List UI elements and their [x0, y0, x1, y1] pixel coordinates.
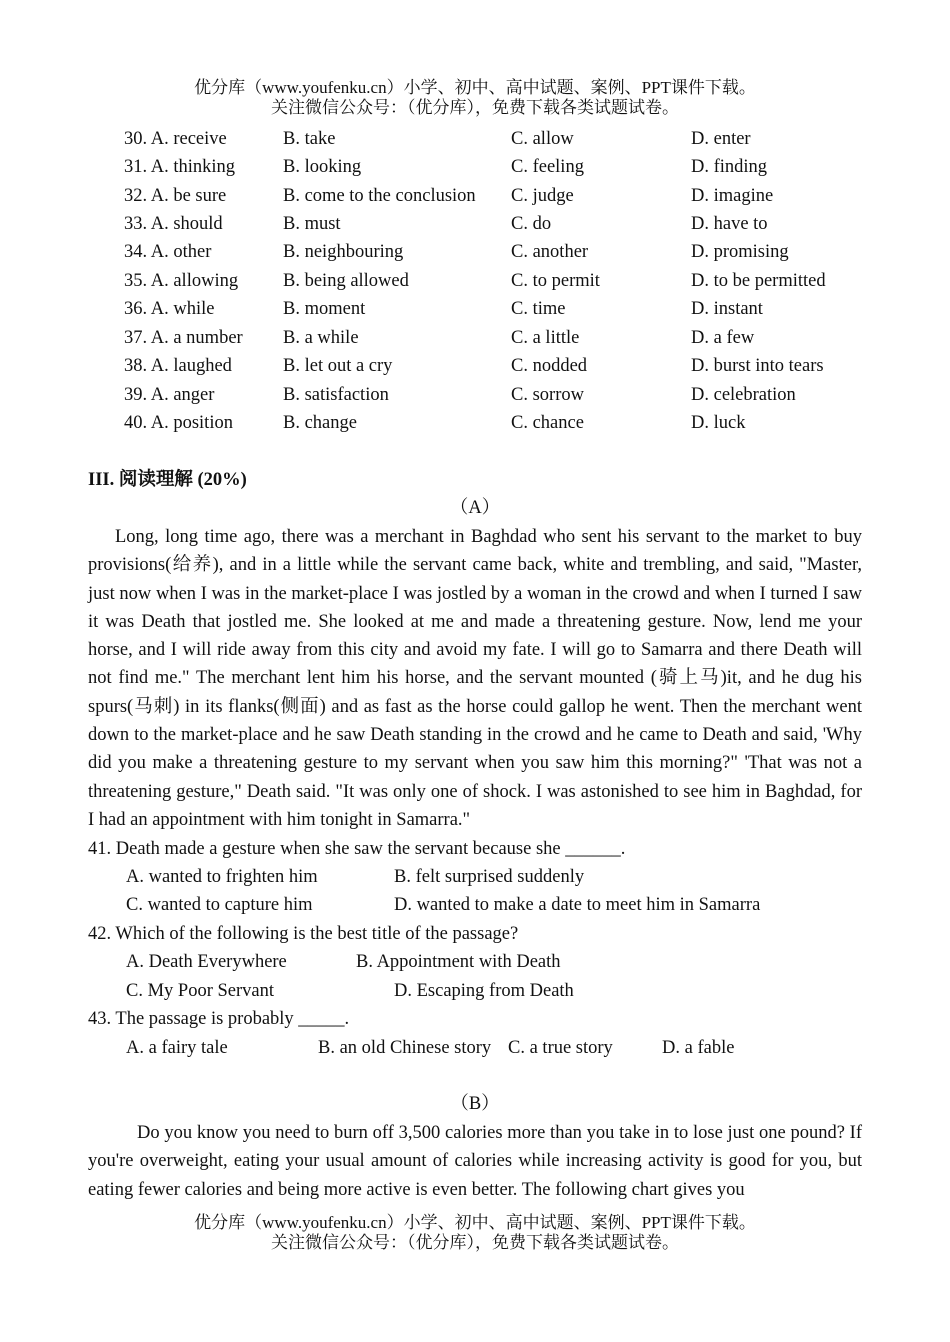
option-b: B. moment — [283, 299, 366, 319]
question-42-option-c: C. My Poor Servant — [126, 981, 274, 1001]
option-b: B. satisfaction — [283, 385, 389, 405]
option-b: B. change — [283, 413, 357, 433]
page-footer-line-2: 关注微信公众号：（优分库），免费下载各类试题试卷。 — [271, 1233, 679, 1252]
option-a: 35. A. allowing — [124, 271, 239, 291]
option-row-31 — [0, 153, 950, 181]
question-42-option-a: A. Death Everywhere — [126, 952, 287, 972]
option-c: C. time — [511, 299, 566, 319]
question-41-stem: 41. Death made a gesture when she saw the servant because she ______. — [88, 839, 626, 859]
option-b: B. neighbouring — [283, 242, 404, 262]
question-43-option-b: B. an old Chinese story — [318, 1038, 492, 1058]
question-43-stem: 43. The passage is probably _____. — [88, 1009, 350, 1029]
option-b: B. looking — [283, 157, 362, 177]
question-43-option-c: C. a true story — [508, 1038, 613, 1058]
option-a: 33. A. should — [124, 214, 223, 234]
option-c: C. chance — [511, 413, 584, 433]
section-title: III. 阅读理解 (20%) — [88, 470, 247, 490]
passage-b-label: （B） — [450, 1094, 500, 1114]
option-b: B. come to the conclusion — [283, 186, 476, 206]
option-a: 32. A. be sure — [124, 186, 227, 206]
option-b: B. being allowed — [283, 271, 409, 291]
option-row-30 — [0, 125, 950, 153]
option-a: 31. A. thinking — [124, 157, 236, 177]
option-row-32 — [0, 182, 950, 210]
option-b: B. must — [283, 214, 341, 234]
option-row-33 — [0, 210, 950, 238]
option-d: D. have to — [691, 214, 768, 234]
option-a: 37. A. a number — [124, 328, 243, 348]
option-b: B. let out a cry — [283, 356, 393, 376]
option-c: C. allow — [511, 129, 574, 149]
option-d: D. promising — [691, 242, 789, 262]
question-41-option-a: A. wanted to frighten him — [126, 867, 318, 887]
option-d: D. luck — [691, 413, 746, 433]
question-42-option-b: B. Appointment with Death — [356, 952, 561, 972]
option-b: B. take — [283, 129, 336, 149]
option-row-38 — [0, 352, 950, 380]
option-a: 34. A. other — [124, 242, 212, 262]
option-d: D. a few — [691, 328, 755, 348]
option-c: C. judge — [511, 186, 574, 206]
option-a: 39. A. anger — [124, 385, 215, 405]
option-d: D. burst into tears — [691, 356, 824, 376]
option-row-40 — [0, 409, 950, 437]
option-c: C. another — [511, 242, 589, 262]
passage-a-text: Long, long time ago, there was a merchant in Baghdad who sent his servant to the market to buy provisions(给养), and in a little while the servant came back, white and trembling, and said, "Master, just now when I was in the market-place I was jostled by a woman in the crowd and when I turned I saw it was Death that jostled me. She looked at me and made a threatening gesture. Now, lend me your horse, and I will ride away from this city and avoid my fate. I will go to Samarra and there Death will not find me." The merchant lent him his horse, and the servant mounted (骑上马)it, and he dug his spurs(马刺) in its flanks(侧面) and as fast as the horse could gallop he went. Then the merchant went down to the market-place and he saw Death standing in the crowd and he came to Death and said, 'Why did you make a threatening gesture to my servant when you saw him this morning?" 'That was not a threatening gesture," Death said. "It was only one of shock. I was astonished to see him in Baghdad, for I had an appointment with him tonight in Samarra." — [88, 527, 862, 830]
option-d: D. celebration — [691, 385, 796, 405]
passage-a-label: （A） — [449, 498, 501, 518]
option-a: 36. A. while — [124, 299, 215, 319]
option-c: C. feeling — [511, 157, 584, 177]
option-a: 30. A. receive — [124, 129, 227, 149]
option-c: C. nodded — [511, 356, 588, 376]
option-c: C. sorrow — [511, 385, 584, 405]
option-d: D. to be permitted — [691, 271, 826, 291]
option-c: C. a little — [511, 328, 580, 348]
option-row-35 — [0, 267, 950, 295]
option-d: D. finding — [691, 157, 768, 177]
option-row-39 — [0, 381, 950, 409]
option-a: 38. A. laughed — [124, 356, 232, 376]
option-row-34 — [0, 238, 950, 266]
option-d: D. instant — [691, 299, 763, 319]
question-41-option-c: C. wanted to capture him — [126, 895, 313, 915]
question-43-option-d: D. a fable — [662, 1038, 735, 1058]
option-row-36 — [0, 295, 950, 323]
question-41-option-d: D. wanted to make a date to meet him in Samarra — [394, 895, 761, 915]
option-row-37 — [0, 324, 950, 352]
question-41-option-b: B. felt surprised suddenly — [394, 867, 585, 887]
option-d: D. imagine — [691, 186, 774, 206]
option-c: C. do — [511, 214, 552, 234]
page-header-line-1: 优分库（www.youfenku.cn）小学、初中、高中试题、案例、PPT课件下载。 — [194, 78, 756, 97]
page-header-line-2: 关注微信公众号：（优分库），免费下载各类试题试卷。 — [271, 98, 679, 117]
question-42-stem: 42. Which of the following is the best title of the passage? — [88, 924, 519, 944]
question-42-option-d: D. Escaping from Death — [394, 981, 574, 1001]
option-d: D. enter — [691, 129, 751, 149]
option-a: 40. A. position — [124, 413, 233, 433]
page-footer-line-1: 优分库（www.youfenku.cn）小学、初中、高中试题、案例、PPT课件下载。 — [194, 1213, 756, 1232]
option-c: C. to permit — [511, 271, 600, 291]
option-b: B. a while — [283, 328, 359, 348]
passage-b-text: Do you know you need to burn off 3,500 calories more than you take in to lose just one pound? If you're overweight, eating your usual amount of calories while increasing activity is good for you, but eating fewer calories and being more active is even better. The following chart gives you — [88, 1123, 862, 1200]
question-43-option-a: A. a fairy tale — [126, 1038, 228, 1058]
